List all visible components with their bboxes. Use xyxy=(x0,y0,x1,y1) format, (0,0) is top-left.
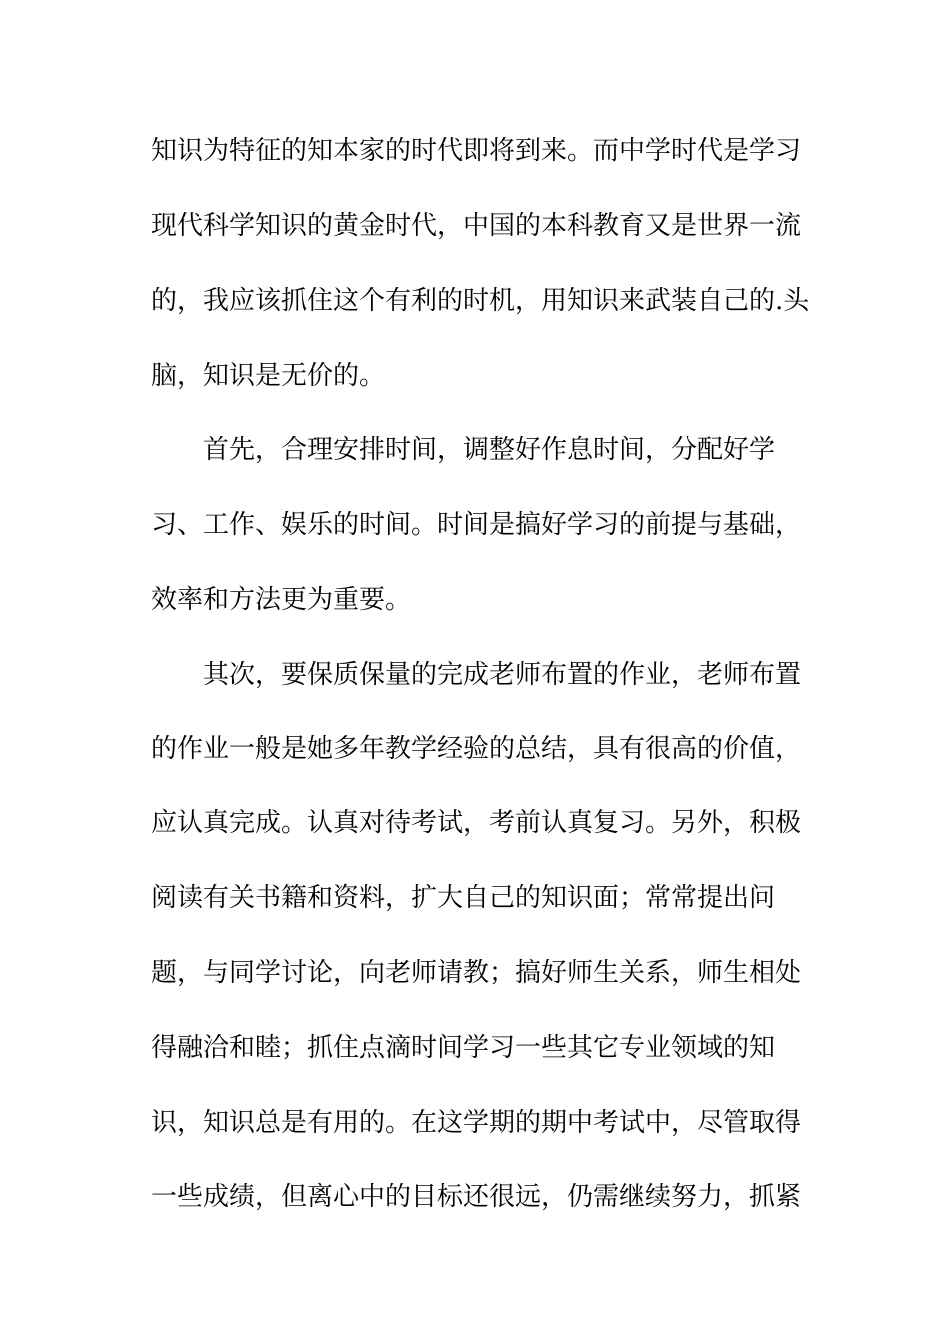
text-line: 题，与同学讨论，向老师请教；搞好师生关系，师生相处 xyxy=(151,958,802,988)
paragraph-first-line: 其次，要保质保量的完成老师布置的作业，老师布置 xyxy=(203,660,802,690)
text-line: 现代科学知识的黄金时代，中国的本科教育又是世界一流 xyxy=(151,211,802,241)
text-line: 阅读有关书籍和资料，扩大自己的知识面；常常提出问 xyxy=(151,883,776,913)
text-line: 识，知识总是有用的。在这学期的期中考试中，尽管取得 xyxy=(151,1108,802,1138)
text-line: 得融洽和睦；抓住点滴时间学习一些其它专业领域的知 xyxy=(151,1033,776,1063)
text-line: 习、工作、娱乐的时间。时间是搞好学习的前提与基础， xyxy=(151,510,802,540)
paragraph-first-line: 首先，合理安排时间，调整好作息时间，分配好学 xyxy=(203,435,776,465)
text-line: 知识为特征的知本家的时代即将到来。而中学时代是学习 xyxy=(151,136,802,166)
text-line: 一些成绩，但离心中的目标还很远，仍需继续努力，抓紧 xyxy=(151,1182,802,1212)
text-line: 的作业一般是她多年教学经验的总结，具有很高的价值， xyxy=(151,734,802,764)
text-line: 效率和方法更为重要。 xyxy=(151,585,412,615)
text-line: 脑，知识是无价的。 xyxy=(151,361,386,391)
text-line: 应认真完成。认真对待考试，考前认真复习。另外，积极 xyxy=(151,808,802,838)
text-line: 的，我应该抓住这个有利的时机，用知识来武装自己的.头 xyxy=(151,286,810,316)
